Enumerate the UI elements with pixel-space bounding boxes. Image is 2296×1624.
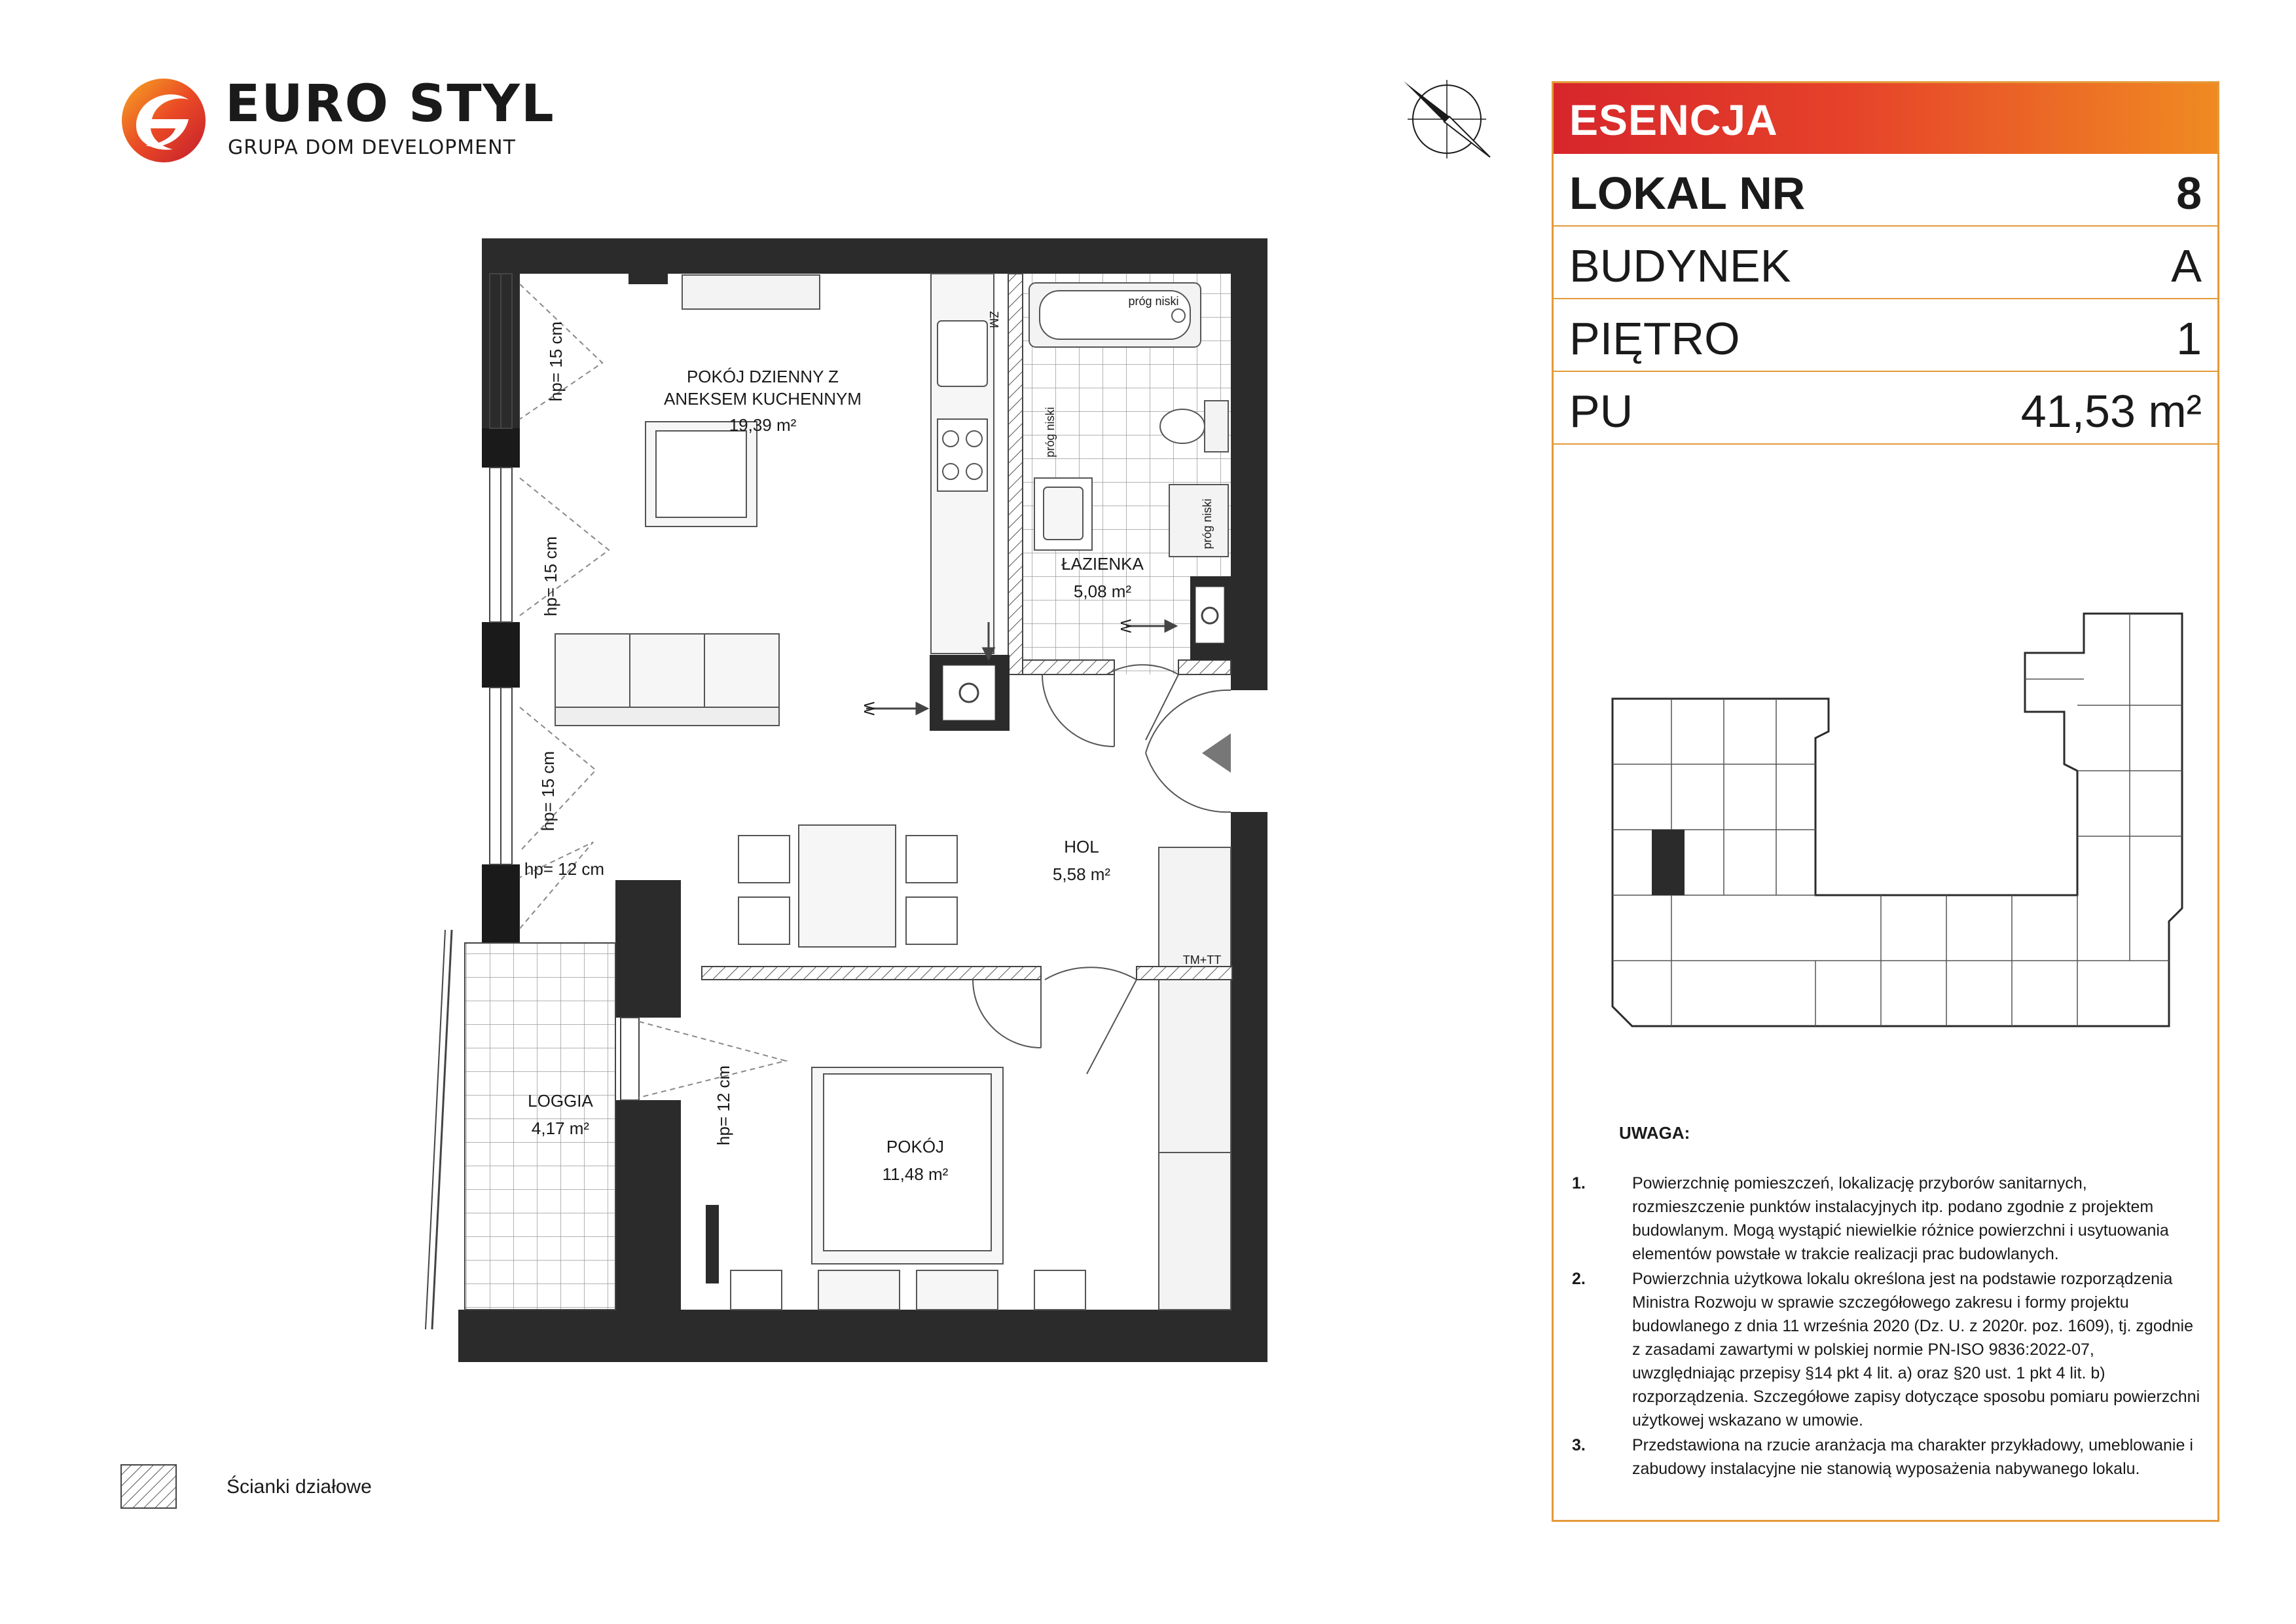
label-hp-12-bedroom: hp= 12 cm [714,1065,733,1146]
label-w-1: W [861,701,877,716]
room-area-living: 19,39 m² [729,415,797,435]
room-name-living-2: ANEKSEM KUCHENNYM [664,389,862,409]
row-label: LOKAL NR [1569,168,1806,219]
note-item [1572,1172,2200,1266]
row-value: 8 [2176,168,2202,219]
row-budynek [1554,227,2217,299]
note-text: Przedstawiona na rzucie aranżacja ma charakter przykładowy, umeblowanie i zabudowy instalacyjne nie stanowią wyposażenia nabywanego lokalu. [1632,1436,2193,1478]
info-panel [1552,81,2219,1522]
legend-label: Ścianki działowe [227,1476,372,1498]
row-label: BUDYNEK [1569,240,1791,291]
room-name-living: POKÓJ DZIENNY Z [686,367,839,386]
label-w-2: W [1118,619,1134,633]
building-site-plan [1593,542,2195,1039]
room-name-bathroom: ŁAZIENKA [1061,554,1144,574]
note-number: 2. [1572,1270,1586,1288]
brand-name: EURO STYL [225,75,555,134]
floor-plan [419,223,1296,1375]
room-name-loggia: LOGGIA [528,1091,593,1111]
note-item [1572,1433,2200,1481]
label-hp-15-3: hp= 15 cm [538,750,558,832]
note-text: Powierzchnia użytkowa lokalu określona jest na podstawie rozporządzenia Ministra Rozwoju w sprawie szczegółowego zakresu i formy projektu budowlanego z dnia 11 września 2020 (Dz. U. z 2020r. poz. 1609), tj. zgodnie z zasadami zawartymi w polskiej normie PN-ISO 9836:2022-07, uwzględniając przepisy §14 pkt 4 lit. a) oraz §20 ust. 1 pkt 4 lit. b) rozporządzenia. Szczegółowe zapisy dotyczące sposobu pomiaru powierzchni użytkowej wskazano w umowie. [1632,1270,2200,1430]
label-hp-15-1: hp= 15 cm [546,321,566,402]
label-hp-12-loggia: hp= 12 cm [524,859,605,879]
row-value: 41,53 m² [2020,386,2202,437]
row-value: 1 [2176,313,2202,364]
note-text: Powierzchnię pomieszczeń, lokalizację przyborów sanitarnych, rozmieszczenie punktów instalacyjnych itp. podano zgodnie z projektem budowlanym. Mogą wystąpić niewielkie różnice powierzchni i usytuowania elementów powstałe w trakcie realizacji prac budowlanych. [1632,1174,2169,1263]
note-number: 3. [1572,1436,1586,1454]
row-label: PU [1569,386,1633,437]
unit-highlight [1652,830,1685,895]
row-pietro [1554,299,2217,372]
brand-logo [117,73,555,165]
brand-tagline: GRUPA DOM DEVELOPMENT [228,136,516,159]
label-hp-15-2: hp= 15 cm [541,536,560,617]
row-value: A [2171,240,2202,291]
label-prog-wm: próg niski [1201,498,1214,549]
row-label: PIĘTRO [1569,313,1740,364]
label-prog-door: próg niski [1044,407,1057,458]
room-area-bathroom: 5,08 m² [1073,581,1132,601]
investment-name: ESENCJA [1569,96,1778,144]
label-prog-bathtub: próg niski [1128,295,1179,308]
room-area-hall: 5,58 m² [1052,864,1111,884]
room-area-loggia: 4,17 m² [531,1118,590,1138]
row-lokal-nr [1554,154,2217,227]
label-tmtt: TM+TT [1182,953,1222,967]
note-number: 1. [1572,1174,1586,1192]
notes-list [1572,1172,2200,1482]
euro-styl-logo-icon [117,73,215,165]
notes-title: UWAGA: [1619,1123,1690,1143]
panel-header [1554,83,2217,154]
row-pu [1554,372,2217,445]
legend-hatch-icon [120,1464,177,1509]
north-arrow-icon [1394,73,1499,165]
label-zm: ZM [987,311,1000,328]
room-name-bedroom: POKÓJ [886,1137,945,1156]
room-name-hall: HOL [1064,837,1099,857]
note-item [1572,1267,2200,1432]
room-area-bedroom: 11,48 m² [882,1164,949,1184]
